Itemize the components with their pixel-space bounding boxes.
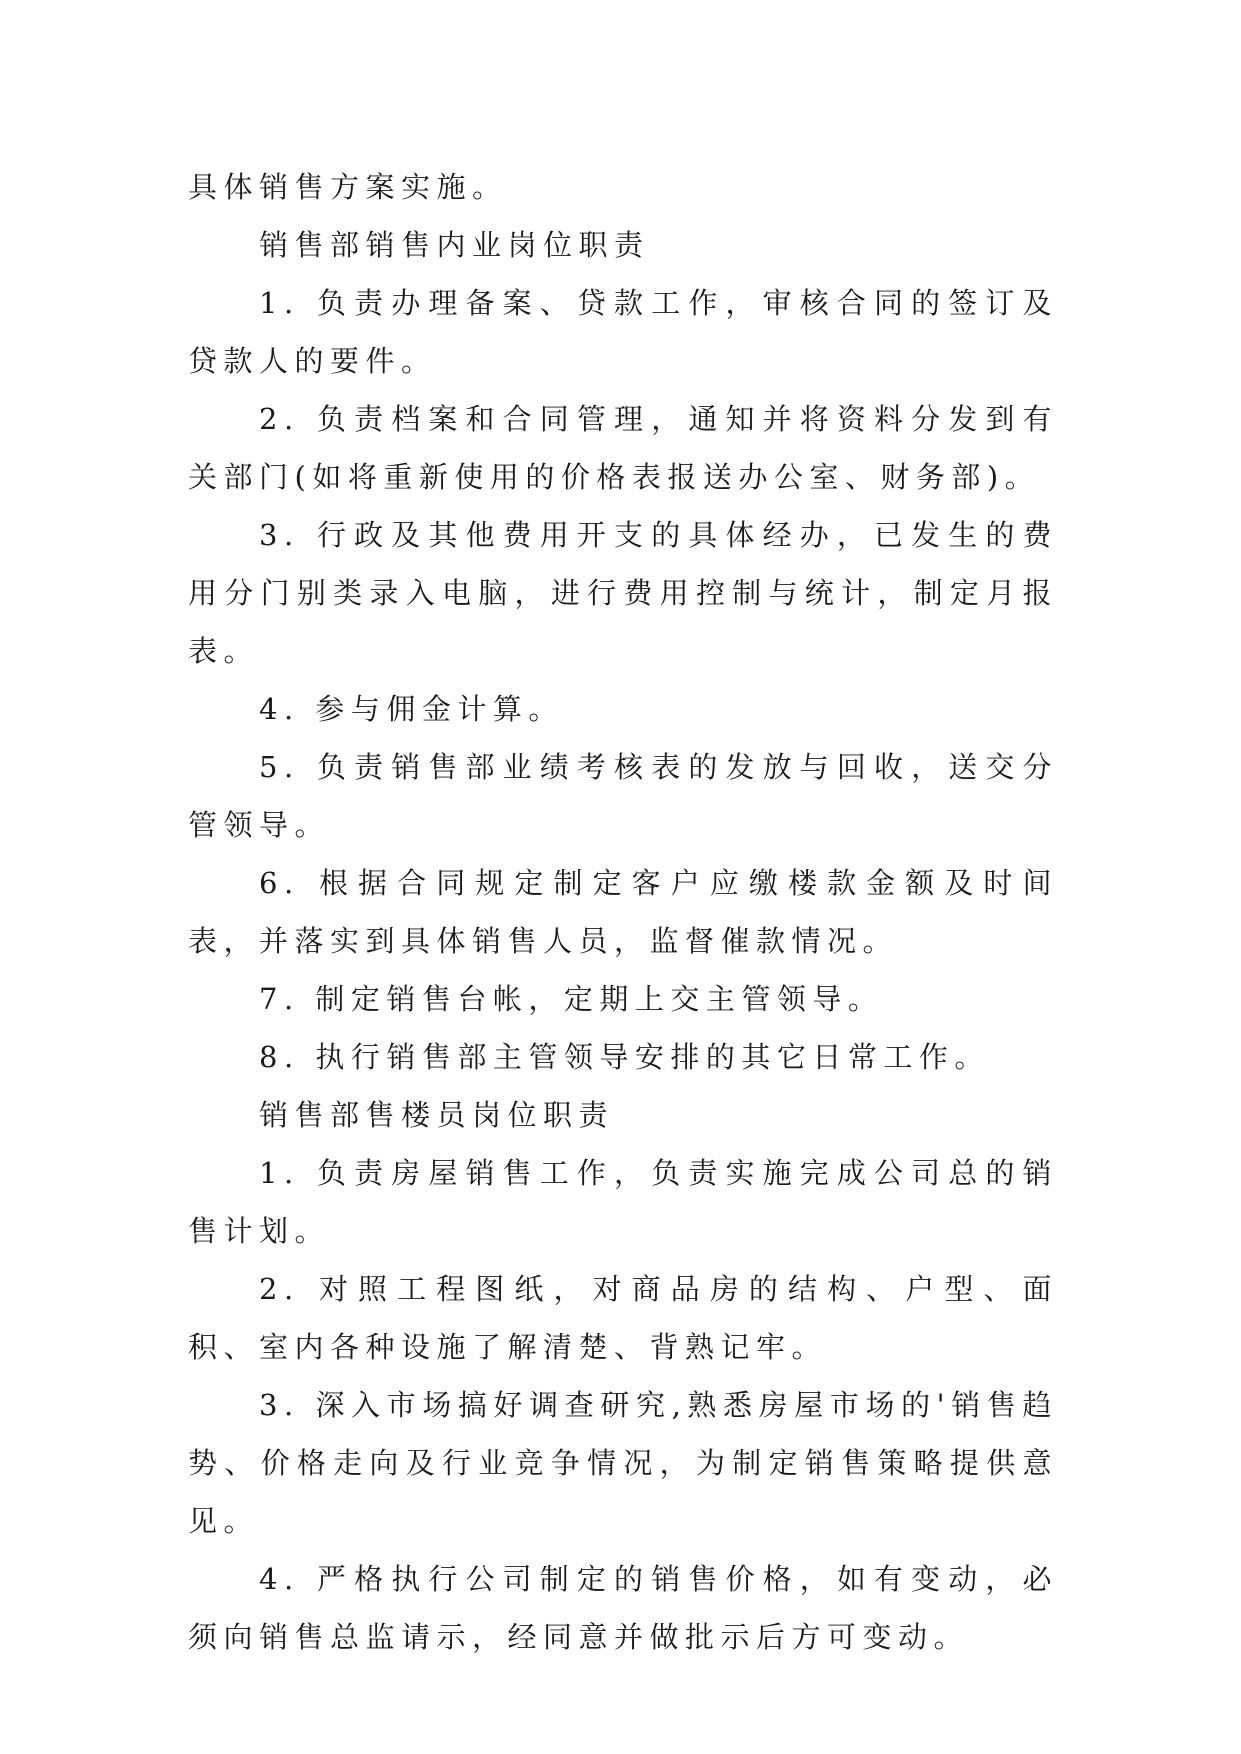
list-item: 3. 行政及其他费用开支的具体经办，已发生的费用分门别类录入电脑，进行费用控制与统计，制定月报表。	[188, 518, 1058, 668]
paragraph-continuation: 具体销售方案实施。	[188, 170, 508, 204]
list-item: 4. 参与佣金计算。	[259, 692, 564, 726]
section-heading-sales-staff: 销售部售楼员岗位职责	[259, 1098, 615, 1132]
list-item: 8. 执行销售部主管领导安排的其它日常工作。	[259, 1040, 990, 1074]
list-item: 4. 严格执行公司制定的销售价格，如有变动，必须向销售总监请示，经同意并做批示后方可变动。	[188, 1562, 1058, 1654]
list-item: 3. 深入市场搞好调查研究,熟悉房屋市场的'销售趋势、价格走向及行业竞争情况，为制定销售策略提供意见。	[188, 1388, 1058, 1538]
document-page	[188, 158, 1058, 1666]
list-item: 7. 制定销售台帐，定期上交主管领导。	[259, 982, 884, 1016]
list-item: 6. 根据合同规定制定客户应缴楼款金额及时间表，并落实到具体销售人员，监督催款情况。	[188, 866, 1058, 958]
section-heading-internal-sales: 销售部销售内业岗位职责	[259, 228, 650, 262]
list-item: 2. 对照工程图纸，对商品房的结构、户型、面积、室内各种设施了解清楚、背熟记牢。	[188, 1272, 1058, 1364]
list-item: 5. 负责销售部业绩考核表的发放与回收，送交分管领导。	[188, 750, 1058, 842]
list-item: 2. 负责档案和合同管理，通知并将资料分发到有关部门(如将重新使用的价格表报送办公室、财务部)。	[188, 402, 1058, 494]
list-item: 1. 负责办理备案、贷款工作，审核合同的签订及贷款人的要件。	[188, 286, 1058, 378]
list-item: 1. 负责房屋销售工作，负责实施完成公司总的销售计划。	[188, 1156, 1058, 1248]
